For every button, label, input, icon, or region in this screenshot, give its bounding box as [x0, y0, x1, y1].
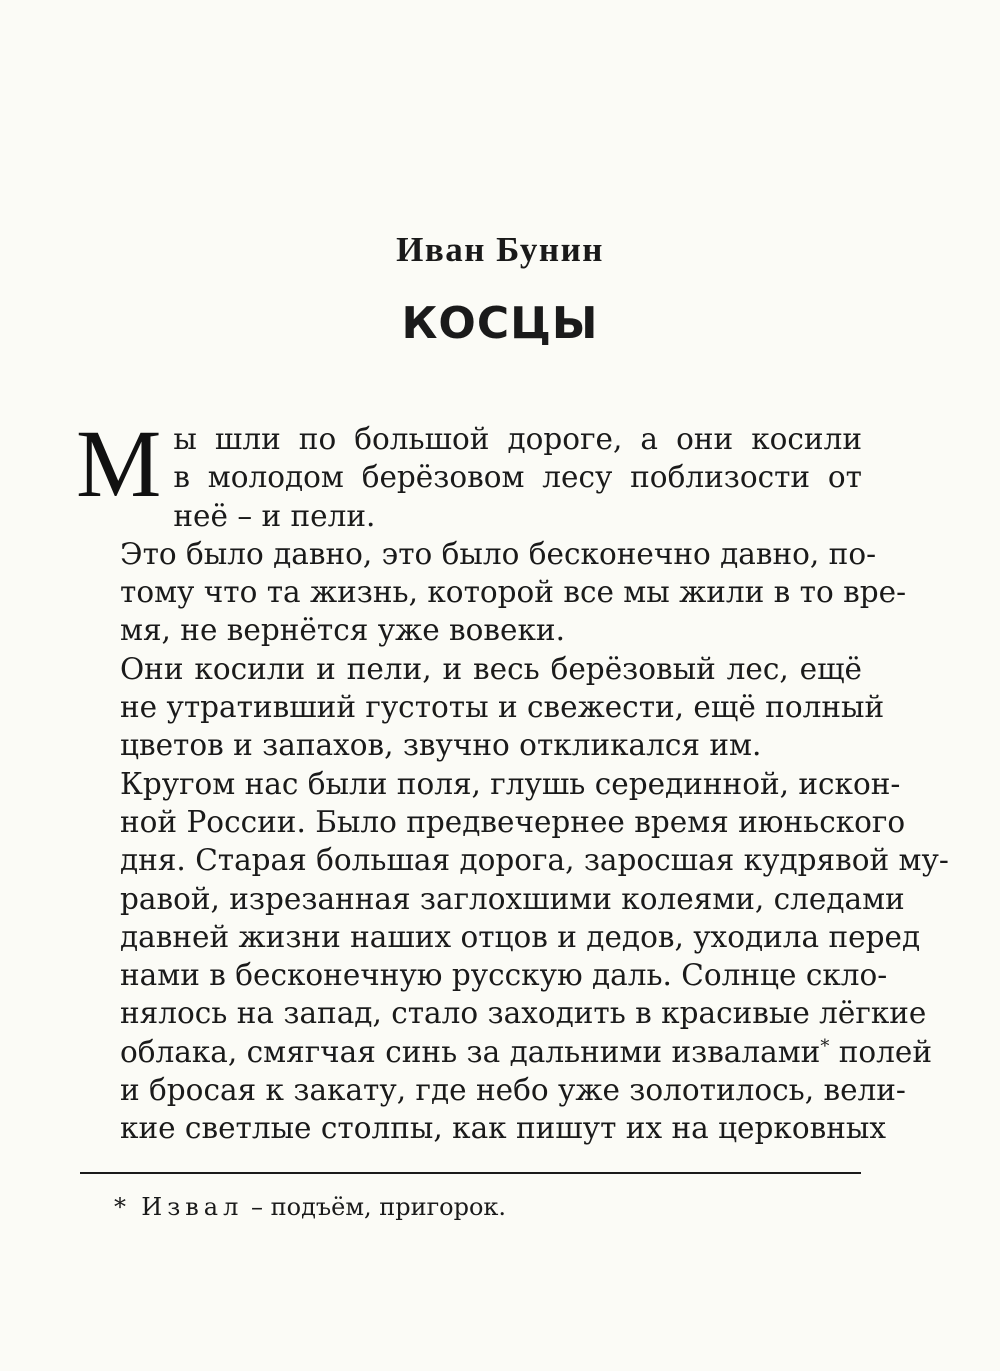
text-fragment: облака, смягчая синь за дальними извалами: [120, 1034, 821, 1069]
author-name: Иван Бунин: [396, 230, 604, 269]
footnote-marker: *: [114, 1193, 126, 1221]
text-line: дня. Старая большая дорога, заросшая кудрявой му-: [120, 843, 949, 878]
story-body: [76, 410, 949, 1148]
paragraph-2: [80, 535, 907, 650]
text-line: мя, не вернётся уже вовеки.: [120, 613, 565, 648]
footnote-definition: – подъём, пригорок.: [243, 1193, 507, 1221]
text-line: цветов и запахов, звучно откликался им.: [120, 728, 762, 763]
paragraph-1: [76, 410, 862, 535]
text-line: в молодом берёзовом лесу поблизости от: [173, 460, 862, 495]
text-line: тому что та жизнь, которой все мы жили в то вре-: [120, 575, 907, 610]
text-line: ы шли по большой дороге, а они косили: [173, 422, 862, 456]
text-line: давней жизни наших отцов и дедов, уходила перед: [120, 919, 921, 954]
paragraph-3: [80, 650, 885, 765]
text-line: ной России. Было предвечернее время июньского: [120, 804, 906, 839]
paragraph-4: [80, 765, 949, 1148]
footnote-term: Извал: [141, 1193, 244, 1221]
text-line: кие светлые столпы, как пишут их на церковных: [120, 1111, 886, 1146]
text-line: Они косили и пели, и весь берёзовый лес, ещё: [120, 651, 862, 686]
text-line: Это было давно, это было бесконечно давно, по-: [120, 536, 877, 571]
footnote-divider: [80, 1172, 861, 1174]
footnote-marker: *: [820, 1035, 830, 1057]
text-line: и бросая к закату, где небо уже золотилось, вели-: [120, 1073, 906, 1108]
text-line: Кругом нас были поля, глушь серединной, искон-: [120, 766, 901, 801]
text-line: нами в бесконечную русскую даль. Солнце скло-: [120, 958, 888, 993]
text-line-with-footnote: [80, 1033, 932, 1071]
footnote: [114, 1193, 506, 1221]
text-line: неё – и пели.: [173, 498, 376, 533]
text-line: равой, изрезанная заглохшими колеями, следами: [120, 881, 905, 916]
text-line: не утративший густоты и свежести, ещё полный: [120, 690, 885, 725]
text-line: нялось на запад, стало заходить в красивые лёгкие: [120, 996, 927, 1031]
drop-cap: М: [76, 410, 162, 517]
text-fragment: полей: [829, 1034, 932, 1069]
story-title: КОСЦЫ: [401, 298, 599, 349]
